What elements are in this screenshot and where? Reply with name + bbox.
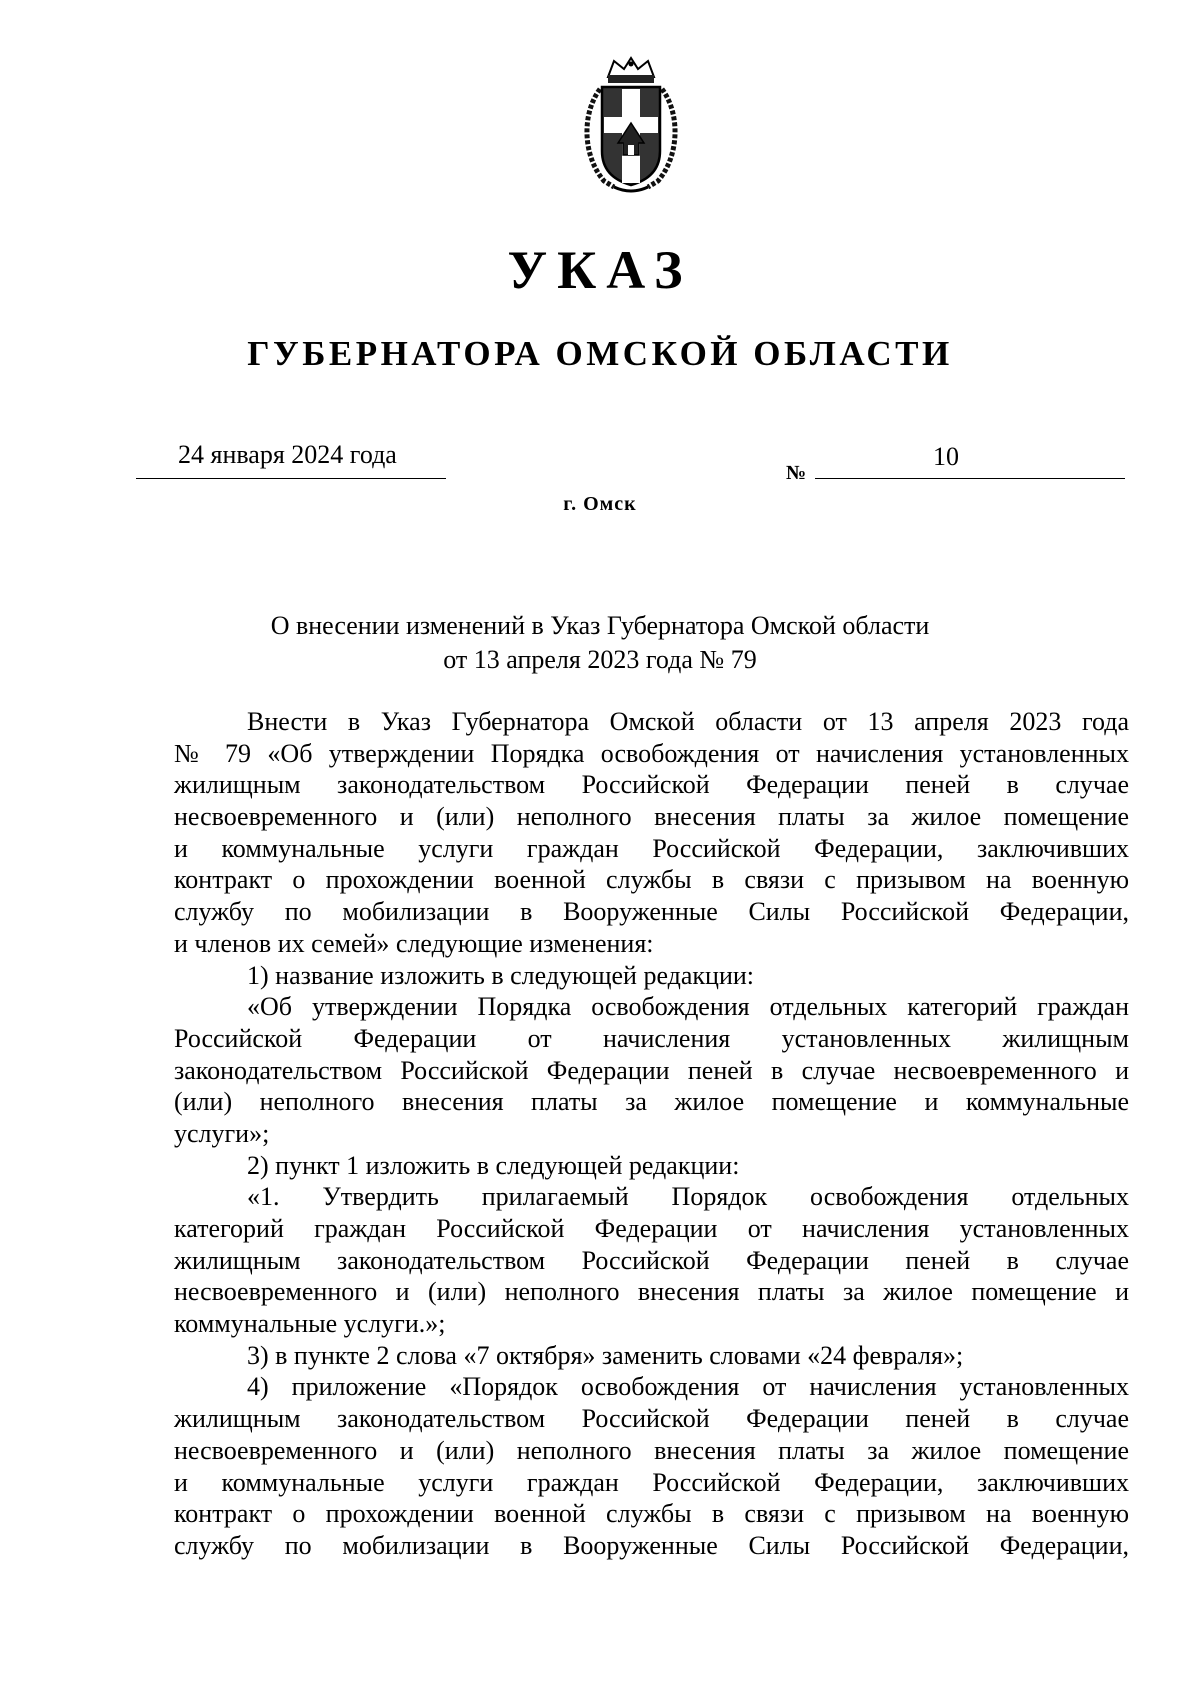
- body-line: Российской Федерации от начисления установленных жилищным: [174, 1023, 1129, 1053]
- document-subtitle: ГУБЕРНАТОРА ОМСКОЙ ОБЛАСТИ: [247, 334, 953, 373]
- body-line: 3) в пункте 2 слова «7 октября» заменить словами «24 февраля»;: [247, 1340, 964, 1370]
- body-line: «Об утверждении Порядка освобождения отдельных категорий граждан: [247, 992, 1129, 1022]
- body-line: 1) название изложить в следующей редакции:: [247, 960, 755, 990]
- body-line: жилищным законодательством Российской Федерации пеней в случае: [174, 1404, 1129, 1434]
- body-line: категорий граждан Российской Федерации от начисления установленных: [174, 1214, 1129, 1243]
- body-line: и коммунальные услуги граждан Российской Федерации, заключивших: [174, 833, 1129, 863]
- body-line: 2) пункт 1 изложить в следующей редакции:: [247, 1150, 740, 1180]
- body-line: услуги»;: [174, 1118, 270, 1148]
- body-line: и членов их семей» следующие изменения:: [174, 928, 654, 958]
- document-date: 24 января 2024 года: [178, 440, 397, 469]
- heading-line: О внесении изменений в Указ Губернатора Омской области: [270, 611, 930, 640]
- body-line: службу по мобилизации в Вооруженные Силы Российской Федерации,: [174, 1530, 1129, 1560]
- number-sign: №: [786, 462, 807, 484]
- body-line: службу по мобилизации в Вооруженные Силы Российской Федерации,: [174, 897, 1129, 927]
- body-line: несвоевременного и (или) неполного внесения платы за жилое помещение: [174, 802, 1129, 832]
- body-line: несвоевременного и (или) неполного внесения платы за жилое помещение: [174, 1435, 1129, 1465]
- number-field: [815, 440, 1125, 479]
- body-line: жилищным законодательством Российской Федерации пеней в случае: [174, 770, 1129, 800]
- body-line: несвоевременного и (или) неполного внесения платы за жилое помещение и: [174, 1277, 1129, 1307]
- date-field: [136, 438, 446, 479]
- document-title: УКАЗ: [507, 240, 693, 300]
- document-body: [174, 706, 1129, 1562]
- heading-line: от 13 апреля 2023 года № 79: [443, 645, 757, 674]
- body-line: (или) неполного внесения платы за жилое помещение и коммунальные: [174, 1087, 1129, 1117]
- city-label: г. Омск: [563, 493, 637, 515]
- body-line: и коммунальные услуги граждан Российской Федерации, заключивших: [174, 1467, 1129, 1497]
- body-line: № 79 «Об утверждении Порядка освобождения от начисления установленных: [174, 738, 1129, 768]
- body-line: контракт о прохождении военной службы в связи с призывом на военную: [174, 1499, 1129, 1529]
- body-line: 4) приложение «Порядок освобождения от начисления установленных: [247, 1372, 1129, 1402]
- coat-of-arms-icon: [574, 55, 688, 197]
- body-line: «1. Утвердить прилагаемый Порядок освобождения отдельных: [247, 1182, 1129, 1212]
- body-line: жилищным законодательством Российской Федерации пеней в случае: [174, 1245, 1129, 1275]
- body-line: контракт о прохождении военной службы в связи с призывом на военную: [174, 865, 1129, 895]
- document-heading: [0, 609, 1200, 677]
- body-line: коммунальные услуги.»;: [174, 1309, 446, 1339]
- document-number: 10: [933, 442, 959, 471]
- body-line: Внести в Указ Губернатора Омской области от 13 апреля 2023 года: [247, 707, 1129, 736]
- body-line: законодательством Российской Федерации пеней в случае несвоевременного и: [174, 1055, 1129, 1085]
